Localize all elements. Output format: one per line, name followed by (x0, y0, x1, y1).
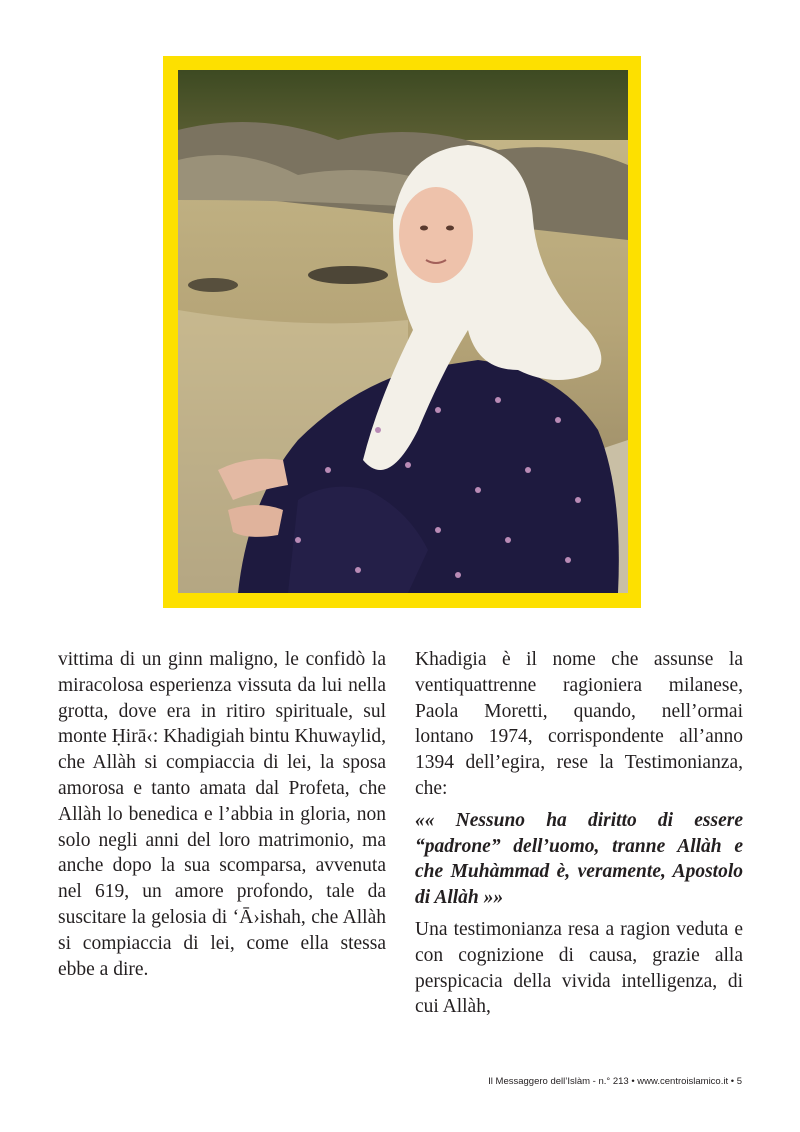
left-column (58, 647, 386, 982)
right-column-intro: Khadigia è il nome che assunse la ventiquattrenne ragioniera milanese, Paola Moretti, quando, nell’ormai lontano 1974, corrispondente all’anno 1394 dell’egira, rese la Testimonianza, che: (415, 649, 743, 799)
page-footer: Il Messaggero dell’Islàm - n.° 213 • www.centroislamico.it • 5 (488, 1076, 742, 1087)
photo-frame (163, 56, 641, 608)
portrait-photo (178, 70, 628, 593)
right-column-continuation: Una testimonianza resa a ragion veduta e con cognizione di causa, grazie alla perspicacia della vivida intelligenza, di cui Allàh, (415, 918, 743, 1018)
testimony-quote: «« Nessuno ha diritto di essere “padrone” dell’uomo, tranne Allàh e che Muhàmmad è, veramente, Apostolo di Allàh »» (415, 809, 743, 909)
right-column (415, 647, 743, 1020)
left-column-text: vittima di un ginn maligno, le confidò la miracolosa esperienza vissuta da lui nella grotta, dove era in ritiro spirituale, sul monte Ḥirā‹: Khadigiah bintu Khuwaylid, che Allàh si compiaccia di lei, la sposa amorosa e tanto amata dal Profeta, che Allàh lo benedica e l’abbia in gloria, non solo negli anni del loro matrimonio, ma anche dopo la sua scomparsa, avvenuta nel 619, un amore profondo, tale da suscitare la gelosia di ‘Ā›ishah, che Allàh si compiaccia di lei, come ella stessa ebbe a dire. (58, 649, 386, 980)
photo-illustration (178, 70, 628, 593)
